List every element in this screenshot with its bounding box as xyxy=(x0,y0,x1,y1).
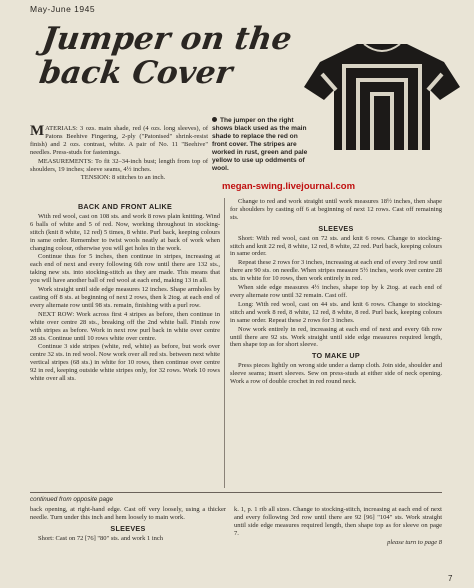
paragraph: Work straight until side edge measures 12 inches. Shape armholes by casting off 8 sts. at beginning of next 2 rows, then k 2tog. at each end of every alternate row until 98 sts. remain, finishing with a purl row. xyxy=(30,286,220,309)
jumper-photo xyxy=(302,32,462,152)
paragraph: Press pieces lightly on wrong side under a damp cloth. Join side, shoulder and sleeve seams; insert sleeves. Sew on press-studs at either side of neck opening. Work a row of double crochet in red round neck. xyxy=(230,362,442,386)
bottom-left-column xyxy=(30,506,226,544)
section-heading: TO MAKE UP xyxy=(312,351,360,361)
paragraph: Change to red and work straight until work measures 18½ inches, then shape for shoulders by casting off 6 at beginning of next 12 rows. Cast off remaining sts. xyxy=(230,198,442,221)
tension-text: TENSION: 8 stitches to an inch. xyxy=(80,174,166,182)
continued-note: continued from opposite page xyxy=(30,496,113,503)
section-heading: SLEEVES xyxy=(318,223,354,233)
paragraph: With red wool, cast on 108 sts. and work 8 rows plain knitting. Wind 6 balls of white and 5 of red. Now, working throughout in stocking-stitch (knit 8 white, 12 red) 5 times, 8 white. Purl back, keeping colours in same order. Remember to twist wools neatly at back of work when changing colour, otherwise you will get holes in the work. xyxy=(30,212,220,252)
bullet-icon xyxy=(212,117,217,122)
paragraph: k. 1, p. 1 rib all sizes. Change to stocking-stitch, increasing at each end of next and every following 3rd row until there are 92 [96] "104" sts. Work straight until side edge measures required length, then shape top as for sleeve on page 7. xyxy=(234,506,442,537)
bottom-rule xyxy=(30,492,442,493)
paragraph: Now work entirely in red, increasing at each end of next and every 6th row until there are 92 sts. Work straight until side edge measures required length, then shape top as for short sleeve. xyxy=(230,325,442,349)
paragraph: Continue thus for 5 inches, then continue in stripes, increasing at each end of next and every following 6th row until there are 132 sts., taking new sts. into stocking-stitch as they are made. This means that you will have another ball of red wool at each end, making 13 in all. xyxy=(30,253,220,285)
measurements-text: MEASUREMENTS: To fit 32–34-inch bust; length from top of shoulders, 19 inches; sleeve seams, 4½ inches. xyxy=(30,157,208,173)
section-heading: BACK AND FRONT ALIKE xyxy=(77,202,173,211)
right-column xyxy=(230,198,442,387)
page-turn-note: please turn to page 8 xyxy=(387,538,442,546)
paragraph: Short: With red wool, cast on 72 sts. and knit 6 rows. Change to stocking-stitch and knit 22 red, 8 white, 12 red, 8 white, 22 red. Purl back, keeping colours in same order. xyxy=(230,234,442,258)
title-line-1: Jumper on the xyxy=(39,21,295,57)
left-column xyxy=(30,200,220,384)
watermark-url: megan-swing.livejournal.com xyxy=(222,181,356,192)
photo-caption xyxy=(212,117,308,173)
paragraph: NEXT ROW: Work across first 4 stripes as before, then continue in white over centre 28 sts., breaking off the 2nd white ball. Finish row with stripes as before. Work in next row purl back in white over centre 28 sts. Continue until 10 rows white over centre. xyxy=(30,310,220,342)
column-divider xyxy=(224,198,225,488)
paragraph: Repeat these 2 rows for 3 inches, increasing at each end of every 3rd row until there are 90 sts. on needle. When stripes measure 5½ inches, work over centre 28 sts. in white for 10 rows, then work entirely in red. xyxy=(230,259,442,283)
paragraph: Long: With red wool, cast on 44 sts. and knit 6 rows. Change to stocking-stitch and work 8 red, 8 white, 12 red, 8 white, 8 red. Purl back, keeping colours in same order. Repeat these 2 rows for 3 inches. xyxy=(230,300,442,324)
title-line-2: back Cover xyxy=(37,55,235,91)
page-title xyxy=(35,22,294,90)
caption-text: The jumper on the right shows black used as the main shade to replace the red on front cover. The stripes are worked in rust, green and pale yellow to use up oddments of wool. xyxy=(212,117,308,172)
bottom-right-column xyxy=(234,506,442,548)
left-column-top xyxy=(30,125,208,183)
paragraph: Short: Cast on 72 [76] "80" sts. and work 1 inch xyxy=(38,534,164,542)
issue-header: May-June 1945 xyxy=(30,4,96,14)
drop-cap: M xyxy=(30,123,45,139)
paragraph: When side edge measures 4½ inches, shape top by k 2tog. at each end of every alternate row until 32 remain. Cast off. xyxy=(230,284,442,299)
page-number: 7 xyxy=(448,574,453,583)
materials-text: ATERIALS: 3 ozs. main shade, red (4 ozs. long sleeves), of Patons Beehive Fingering, 2-ply ("Patonised" shrink-resist finish) and 2 ozs. contrast, white. A pair of No. 11 "Beehive" needles. Press-studs for fastenings. xyxy=(30,125,208,156)
section-heading: SLEEVES xyxy=(110,523,146,533)
paragraph: back opening, at right-hand edge. Cast off very loosely, using a thicker needle. Turn under this inch and hem loosely to main work. xyxy=(30,506,226,521)
paragraph: Continue 3 side stripes (white, red, white) as before, but work over centre 32 sts. in red wool. Now work over all red sts. between next white vertical stripes (68 sts.) in white for 10 rows, then continue over centre 92 in red, keeping outside white stripes only, for 32 rows. Work 10 rows white over all sts. xyxy=(30,343,220,383)
